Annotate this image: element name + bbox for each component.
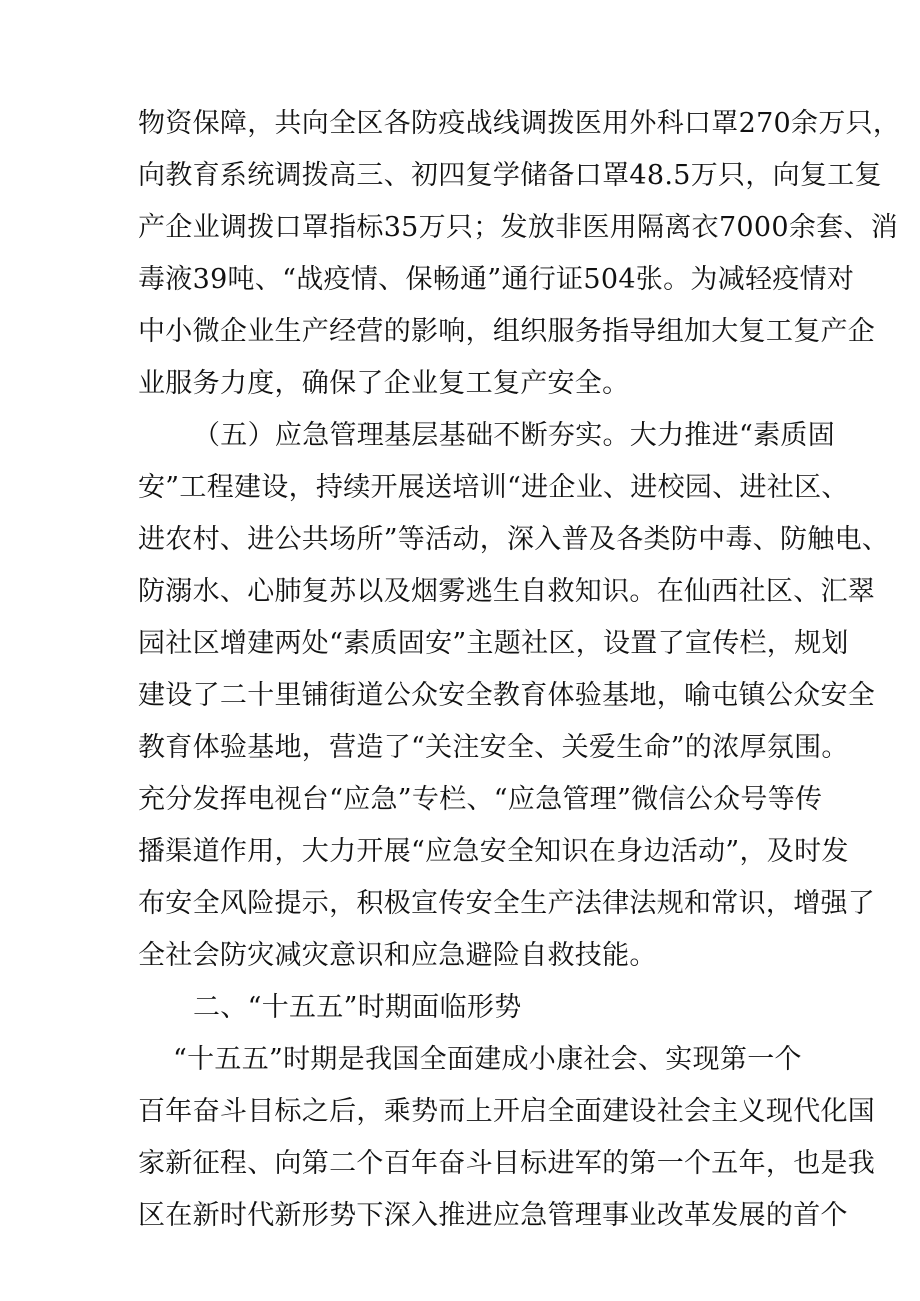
paragraph-line: 进农村、进公共场所”等活动，深入普及各类防中毒、防触电、	[138, 524, 890, 555]
paragraph-line: 全社会防灾减灾意识和应急避险自救技能。	[138, 940, 657, 971]
paragraph-line: “十五五”时期是我国全面建成小康社会、实现第一个	[173, 1044, 802, 1075]
paragraph-line: 毒液39吨、“战疫情、保畅通”通行证504张。为减轻疫情对	[138, 264, 855, 295]
paragraph-line: 区在新时代新形势下深入推进应急管理事业改革发展的首个	[138, 1200, 848, 1231]
paragraph-line: 园社区增建两处“素质固安”主题社区，设置了宣传栏，规划	[138, 628, 849, 659]
paragraph-line: 建设了二十里铺街道公众安全教育体验基地，喻屯镇公众安全	[138, 680, 876, 711]
paragraph-line: 中小微企业生产经营的影响，组织服务指导组加大复工复产企	[138, 316, 876, 347]
paragraph-line: 物资保障，共向全区各防疫战线调拨医用外科口罩270余万只，	[138, 108, 901, 139]
paragraph-line: 防溺水、心肺复苏以及烟雾逃生自救知识。在仙西社区、汇翠	[138, 576, 876, 607]
paragraph-line: 布安全风险提示，积极宣传安全生产法律法规和常识，增强了	[138, 888, 876, 919]
paragraph-line: 充分发挥电视台“应急”专栏、“应急管理”微信公众号等传	[138, 784, 823, 815]
paragraph-line: 家新征程、向第二个百年奋斗目标进军的第一个五年，也是我	[138, 1148, 876, 1179]
paragraph-line: 安”工程建设，持续开展送培训“进企业、进校园、进社区、	[138, 472, 849, 503]
paragraph-line: 产企业调拨口罩指标35万只；发放非医用隔离衣7000余套、消	[138, 212, 899, 243]
paragraph-line: 播渠道作用，大力开展“应急安全知识在身边活动”，及时发	[138, 836, 849, 867]
section-heading: 二、“十五五”时期面临形势	[193, 992, 522, 1023]
paragraph-line: 业服务力度，确保了企业复工复产安全。	[138, 368, 630, 399]
section-heading-line: （五）应急管理基层基础不断夯实。大力推进“素质固	[193, 420, 836, 451]
paragraph-line: 教育体验基地，营造了“关注安全、关爱生命”的浓厚氛围。	[138, 732, 849, 763]
paragraph-line: 向教育系统调拨高三、初四复学储备口罩48.5万只，向复工复	[138, 160, 882, 191]
paragraph-line: 百年奋斗目标之后，乘势而上开启全面建设社会主义现代化国	[138, 1096, 876, 1127]
